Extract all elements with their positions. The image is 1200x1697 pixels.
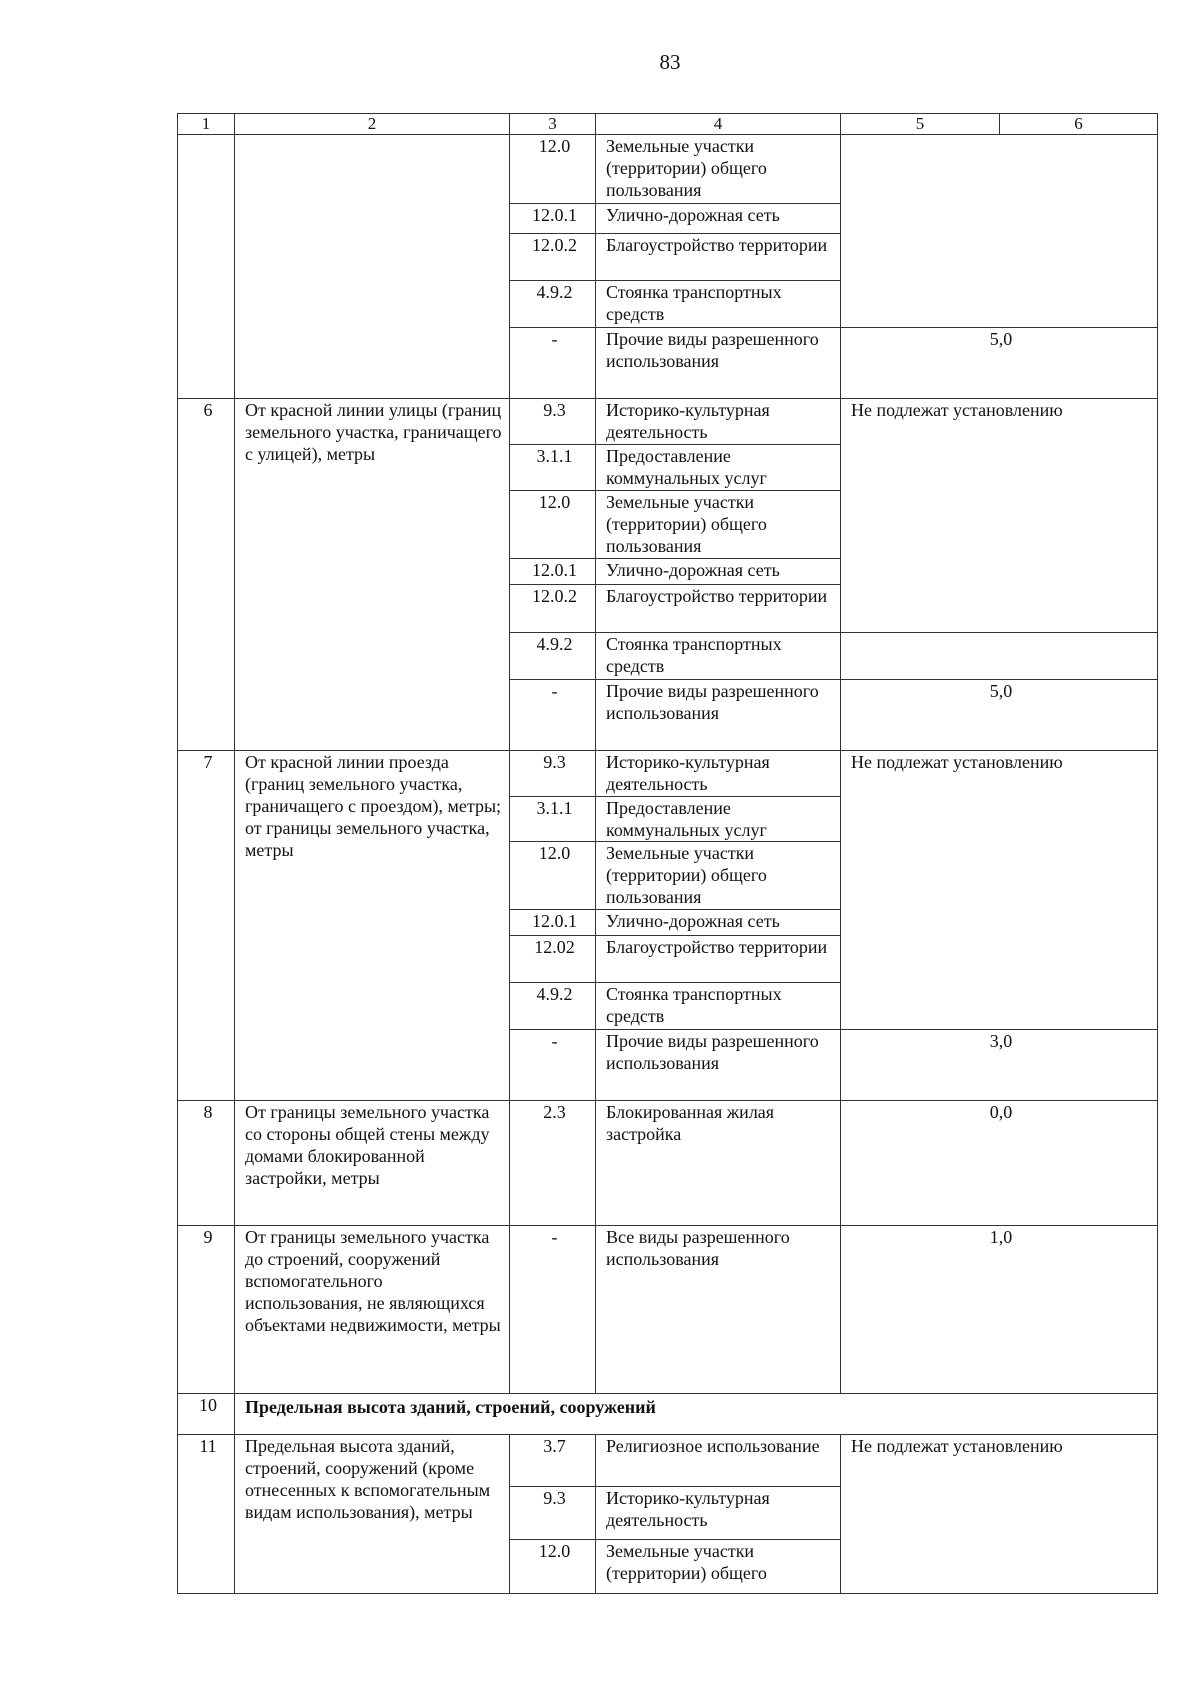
use-code: - bbox=[510, 680, 596, 751]
use-code: 4.9.2 bbox=[510, 983, 596, 1030]
use-code: 12.0.1 bbox=[510, 559, 596, 585]
value-cell bbox=[841, 135, 1158, 328]
row-number-cell bbox=[178, 135, 235, 399]
table-row bbox=[178, 1226, 1158, 1394]
use-code: 3.7 bbox=[510, 1435, 596, 1487]
row-description-cell bbox=[235, 135, 510, 399]
value-not-set: Не подлежат установлению bbox=[841, 751, 1158, 1030]
use-code: 12.0 bbox=[510, 491, 596, 559]
use-code: - bbox=[510, 1030, 596, 1101]
header-col-3: 3 bbox=[510, 114, 596, 135]
use-code: - bbox=[510, 328, 596, 399]
use-name: Историко-культурная деятельность bbox=[596, 1487, 841, 1540]
value-not-set: Не подлежат установлению bbox=[841, 1435, 1158, 1594]
page-number: 83 bbox=[659, 50, 681, 74]
row-number: 11 bbox=[178, 1435, 235, 1594]
header-col-6: 6 bbox=[1000, 114, 1158, 135]
table-row bbox=[178, 1394, 1158, 1435]
use-code: 9.3 bbox=[510, 751, 596, 797]
use-name: Земельные участки (территории) общего bbox=[596, 1540, 841, 1594]
use-code: 3.1.1 bbox=[510, 445, 596, 491]
use-code: 12.02 bbox=[510, 936, 596, 983]
use-name: Предоставление коммунальных услуг bbox=[596, 797, 841, 842]
use-name: Земельные участки (территории) общего пользования bbox=[596, 842, 841, 910]
use-name: Историко-культурная деятельность bbox=[596, 751, 841, 797]
use-name: Земельные участки (территории) общего пользования bbox=[596, 135, 841, 204]
use-code: 12.0 bbox=[510, 1540, 596, 1594]
use-name: Улично-дорожная сеть bbox=[596, 559, 841, 585]
value-cell: 1,0 bbox=[841, 1226, 1158, 1394]
use-code: 4.9.2 bbox=[510, 633, 596, 680]
table-row bbox=[178, 1435, 1158, 1487]
use-name: Прочие виды разрешенного использования bbox=[596, 680, 841, 751]
regulations-table bbox=[177, 113, 1158, 1594]
use-code: 12.0.2 bbox=[510, 585, 596, 633]
use-name: Историко-культурная деятельность bbox=[596, 399, 841, 445]
row-description: Предельная высота зданий, строений, сооружений (кроме отнесенных к вспомогательным видам использования), метры bbox=[235, 1435, 510, 1594]
value-cell bbox=[841, 633, 1158, 680]
table-row bbox=[178, 399, 1158, 445]
use-code: 2.3 bbox=[510, 1101, 596, 1226]
row-description: От красной линии улицы (границ земельного участка, граничащего с улицей), метры bbox=[235, 399, 510, 751]
value-cell: 5,0 bbox=[841, 680, 1158, 751]
value-cell: 5,0 bbox=[841, 328, 1158, 399]
use-code: 9.3 bbox=[510, 399, 596, 445]
use-code: 4.9.2 bbox=[510, 281, 596, 328]
use-name: Благоустройство территории bbox=[596, 234, 841, 281]
use-code: 3.1.1 bbox=[510, 797, 596, 842]
use-name: Стоянка транспортных средств bbox=[596, 983, 841, 1030]
header-col-4: 4 bbox=[596, 114, 841, 135]
use-name: Прочие виды разрешенного использования bbox=[596, 328, 841, 399]
value-cell: 3,0 bbox=[841, 1030, 1158, 1101]
use-name: Религиозное использование bbox=[596, 1435, 841, 1487]
header-row bbox=[178, 114, 1158, 135]
row-number: 8 bbox=[178, 1101, 235, 1226]
use-name: Прочие виды разрешенного использования bbox=[596, 1030, 841, 1101]
row-number: 6 bbox=[178, 399, 235, 751]
use-code: 12.0.1 bbox=[510, 204, 596, 234]
use-name: Все виды разрешенного использования bbox=[596, 1226, 841, 1394]
value-cell: 0,0 bbox=[841, 1101, 1158, 1226]
use-code: 12.0.1 bbox=[510, 910, 596, 936]
use-code: 12.0 bbox=[510, 842, 596, 910]
section-title: Предельная высота зданий, строений, сооружений bbox=[235, 1394, 1158, 1435]
use-name: Улично-дорожная сеть bbox=[596, 204, 841, 234]
use-code: 12.0.2 bbox=[510, 234, 596, 281]
use-name: Блокированная жилая застройка bbox=[596, 1101, 841, 1226]
use-code: - bbox=[510, 1226, 596, 1394]
header-col-5: 5 bbox=[841, 114, 1000, 135]
use-name: Стоянка транспортных средств bbox=[596, 281, 841, 328]
use-name: Стоянка транспортных средств bbox=[596, 633, 841, 680]
use-name: Предоставление коммунальных услуг bbox=[596, 445, 841, 491]
row-description: От границы земельного участка до строений, сооружений вспомогательного использования, не являющихся объектами недвижимости, метры bbox=[235, 1226, 510, 1394]
use-name: Улично-дорожная сеть bbox=[596, 910, 841, 936]
table-row bbox=[178, 135, 1158, 204]
header-col-2: 2 bbox=[235, 114, 510, 135]
row-description: От красной линии проезда (границ земельного участка, граничащего с проездом), метры; от границы земельного участка, метры bbox=[235, 751, 510, 1101]
row-number: 7 bbox=[178, 751, 235, 1101]
value-not-set: Не подлежат установлению bbox=[841, 399, 1158, 633]
use-name: Благоустройство территории bbox=[596, 585, 841, 633]
use-code: 9.3 bbox=[510, 1487, 596, 1540]
use-name: Земельные участки (территории) общего пользования bbox=[596, 491, 841, 559]
row-number: 9 bbox=[178, 1226, 235, 1394]
header-col-1: 1 bbox=[178, 114, 235, 135]
table-row bbox=[178, 751, 1158, 797]
use-code: 12.0 bbox=[510, 135, 596, 204]
table-row bbox=[178, 1101, 1158, 1226]
row-description: От границы земельного участка со стороны общей стены между домами блокированной застройки, метры bbox=[235, 1101, 510, 1226]
row-number: 10 bbox=[178, 1394, 235, 1435]
use-name: Благоустройство территории bbox=[596, 936, 841, 983]
